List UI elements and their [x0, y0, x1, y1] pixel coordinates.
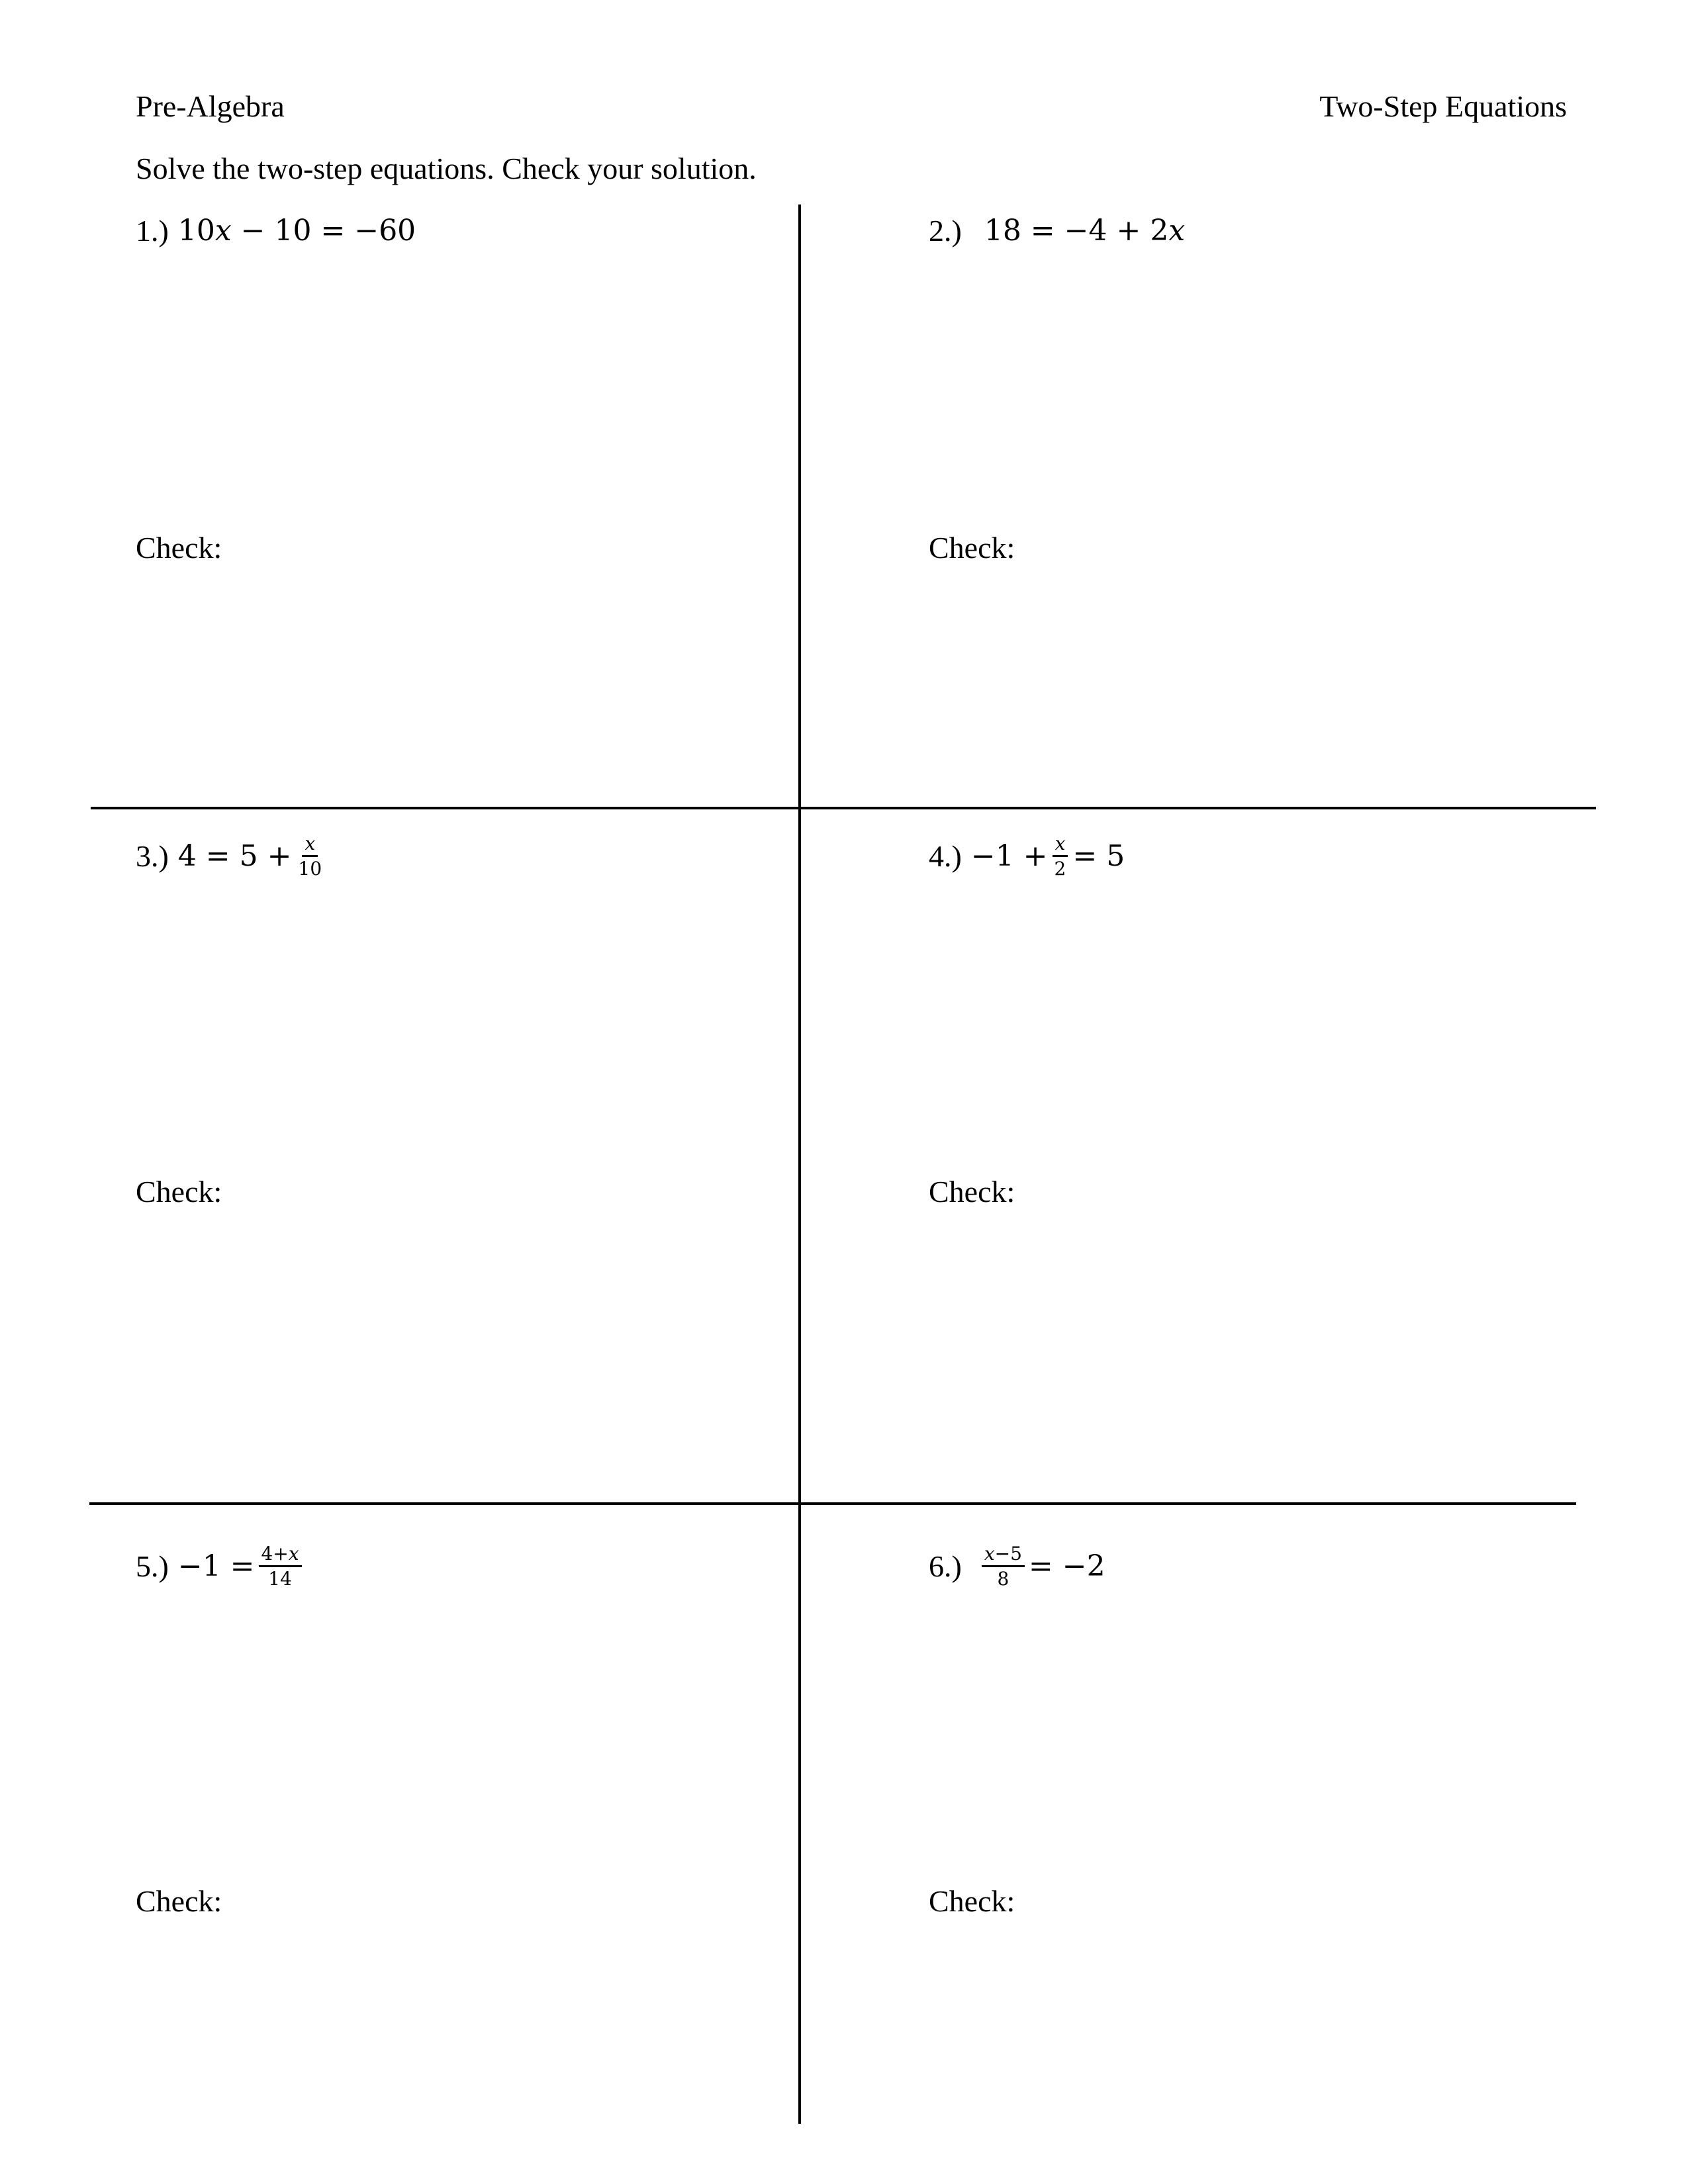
problem-2: [929, 213, 1185, 248]
equation-right: = −2: [1028, 1549, 1105, 1584]
fraction-denominator: 14: [268, 1568, 292, 1590]
horizontal-divider-bottom: [89, 1502, 1576, 1505]
problem-5: [136, 1544, 306, 1589]
equation-left: −1 =: [177, 1549, 255, 1584]
equation: [984, 214, 1185, 248]
fraction: [982, 1544, 1025, 1589]
fraction-denominator: 8: [997, 1568, 1009, 1590]
numerator-constant: −5: [994, 1543, 1022, 1565]
course-title: Pre-Algebra: [136, 89, 285, 123]
fraction-denominator: 2: [1054, 858, 1066, 880]
fraction: [259, 1544, 302, 1589]
variable: x: [984, 1543, 995, 1565]
equation: [978, 1544, 1105, 1589]
numerator-constant: 4+: [261, 1543, 289, 1565]
fraction-numerator: x: [1053, 834, 1068, 857]
problem-number: 2.): [929, 214, 962, 248]
problem-number: 3.): [136, 839, 169, 874]
problem-number: 4.): [929, 839, 962, 874]
check-label-6: Check:: [929, 1884, 1015, 1918]
equation: [178, 214, 416, 248]
equation-left: −1 +: [970, 839, 1048, 874]
equation: [178, 834, 328, 879]
problem-number: 5.): [136, 1549, 169, 1584]
fraction: [296, 834, 325, 879]
equation-left: 18 = −4 + 2: [984, 214, 1169, 248]
equation-left: 4 = 5 +: [177, 839, 292, 874]
fraction-numerator: x: [302, 834, 318, 857]
worksheet-title: Two-Step Equations: [1319, 89, 1567, 123]
fraction-numerator: [259, 1544, 302, 1567]
equation: [178, 1544, 306, 1589]
equation-rest: − 10 = −60: [231, 214, 416, 248]
fraction-numerator: [982, 1544, 1025, 1567]
horizontal-divider-top: [91, 807, 1596, 809]
equation: [971, 834, 1125, 879]
problem-number: 6.): [929, 1549, 962, 1584]
variable: x: [288, 1543, 299, 1565]
check-label-4: Check:: [929, 1175, 1015, 1208]
check-label-1: Check:: [136, 531, 222, 565]
coefficient: 10: [177, 214, 215, 248]
equation-right: = 5: [1072, 839, 1125, 874]
variable: x: [214, 214, 232, 248]
check-label-2: Check:: [929, 531, 1015, 565]
problem-3: [136, 834, 328, 879]
fraction: [1052, 834, 1069, 879]
problem-4: [929, 834, 1125, 879]
vertical-divider: [798, 205, 801, 2124]
instructions: Solve the two-step equations. Check your solution.: [136, 152, 757, 185]
problem-number: 1.): [136, 214, 169, 248]
check-label-3: Check:: [136, 1175, 222, 1208]
check-label-5: Check:: [136, 1884, 222, 1918]
problem-1: [136, 213, 416, 248]
problem-6: [929, 1544, 1105, 1589]
variable: x: [1168, 214, 1186, 248]
fraction-denominator: 10: [298, 858, 322, 880]
